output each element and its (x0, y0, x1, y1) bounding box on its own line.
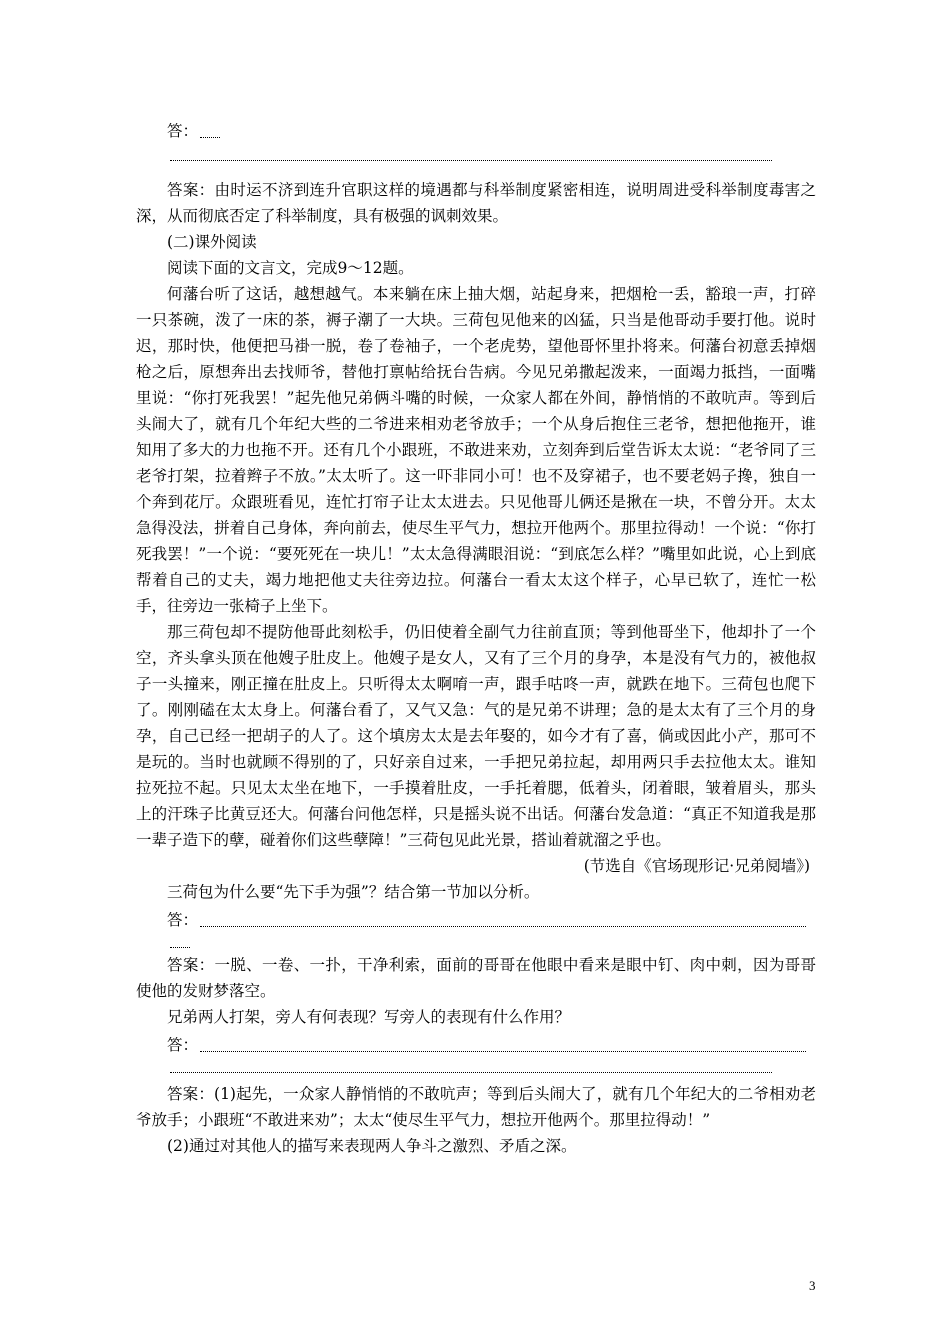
q10-question: 兄弟两人打架，旁人有何表现？写旁人的表现有什么作用？ (167, 1008, 571, 1026)
q9-question: 三荷包为什么要“先下手为强”？结合第一节加以分析。 (167, 883, 540, 901)
q9-answer-text: 答案：一脱、一卷、一扑，干净利索，面前的哥哥在他眼中看来是眼中钉、肉中刺，因为哥哥使他的发财梦落空。 (136, 956, 816, 1000)
answer-label: 答： (167, 1036, 199, 1054)
answer-blank (200, 1051, 806, 1052)
q10-answer-line (136, 1030, 816, 1058)
answer-label: 答： (167, 911, 199, 929)
section-instruction: 阅读下面的文言文，完成9～12题。 (167, 259, 414, 277)
q10-answer-text-2: (2)通过对其他人的描写来表现两人争斗之激烈、矛盾之深。 (167, 1137, 577, 1155)
q8-answer-text: 答案：由时运不济到连升官职这样的境遇都与科举制度紧密相连，说明周进受科举制度毒害之深，从而彻底否定了科举制度，具有极强的讽刺效果。 (136, 181, 816, 225)
answer-blank-rule (170, 1072, 772, 1073)
answer-label: 答： (167, 122, 199, 140)
answer-blank (200, 137, 220, 138)
q10-answer-text-1: 答案：(1)起先，一众家人静悄悄的不敢吭声；等到后头闹大了，就有几个年纪大的二爷相劝老爷放手；小跟班“不敢进来劝”；太太“使尽生平气力，想拉开他两个。那里拉得动！” (136, 1085, 816, 1129)
passage-paragraph-1: 何藩台听了这话，越想越气。本来躺在床上抽大烟，站起身来，把烟枪一丢，豁琅一声，打碎一只茶碗，泼了一床的茶，褥子潮了一大块。三荷包见他来的凶猛，只当是他哥动手要打他。说时迟，那时快，他便把马褂一脱，卷了卷袖子，一个老虎势，望他哥怀里扑将来。何藩台初意丢掉烟枪之后，原想奔出去找师爷，替他打禀帖给抚台告病。今见兄弟撒起泼来，一面竭力抵挡，一面嘴里说：“你打死我罢！”起先他兄弟俩斗嘴的时候，一众家人都在外间，静悄悄的不敢吭声。等到后头闹大了，就有几个年纪大些的二爷进来相劝老爷放手；一个从身后抱住三老爷，想把他拖开，谁知用了多大的力也拖不开。还有几个小跟班，不敢进来劝，立刻奔到后堂告诉太太说：“老爷同了三老爷打架，拉着辫子不放。”太太听了。这一吓非同小可！也不及穿裙子，也不要老妈子搀，独自一个奔到花厅。众跟班看见，连忙打帘子让太太进去。只见他哥儿俩还是揪在一块，不曾分开。太太急得没法，拼着自己身体，奔向前去，使尽生平气力，想拉开他两个。那里拉得动！一个说：“你打死我罢！”一个说：“要死死在一块儿！”太太急得满眼泪说：“到底怎么样？”嘴里如此说，心上到底帮着自己的丈夫，竭力地把他丈夫往旁边拉。何藩台一看太太这个样子，心早已软了，连忙一松手，往旁边一张椅子上坐下。 (136, 285, 816, 615)
q9-answer-line (136, 905, 816, 933)
q8-answer-line (136, 116, 816, 144)
page-number: 3 (809, 1278, 816, 1293)
answer-blank (200, 926, 806, 927)
passage-paragraph-2: 那三荷包却不提防他哥此刻松手，仍旧使着全副气力往前直顶；等到他哥坐下，他却扑了一个空，齐头拿头顶在他嫂子肚皮上。他嫂子是女人，又有了三个月的身孕，本是没有气力的，被他叔子一头撞来，刚正撞在肚皮上。只听得太太啊唷一声，跟手咕咚一声，就跌在地下。三荷包也爬下了。刚刚磕在太太身上。何藩台看了，又气又急：气的是兄弟不讲理；急的是太太有了三个月的身孕，自己已经一把胡子的人了。这个填房太太是去年娶的，如今才有了喜，倘或因此小产，那可不是玩的。当时也就顾不得别的了，只好亲自过来，一手把兄弟拉起，却用两只手去拉他太太。谁知拉死拉不起。只见太太坐在地下，一手摸着肚皮，一手托着腮，低着头，闭着眼，皱着眉头，那头上的汗珠子比黄豆还大。何藩台问他怎样，只是摇头说不出话。何藩台发急道：“真正不知道我是那一辈子造下的孽，碰着你们这些孽障！”三荷包见此光景，搭讪着就溜之乎也。 (136, 623, 816, 849)
section-title: (二)课外阅读 (167, 233, 257, 251)
passage-source: (节选自《官场现形记·兄弟阋墙》) (583, 857, 810, 875)
answer-blank-rule (170, 160, 772, 161)
page-content (136, 116, 816, 1159)
answer-blank-rule (170, 947, 190, 948)
